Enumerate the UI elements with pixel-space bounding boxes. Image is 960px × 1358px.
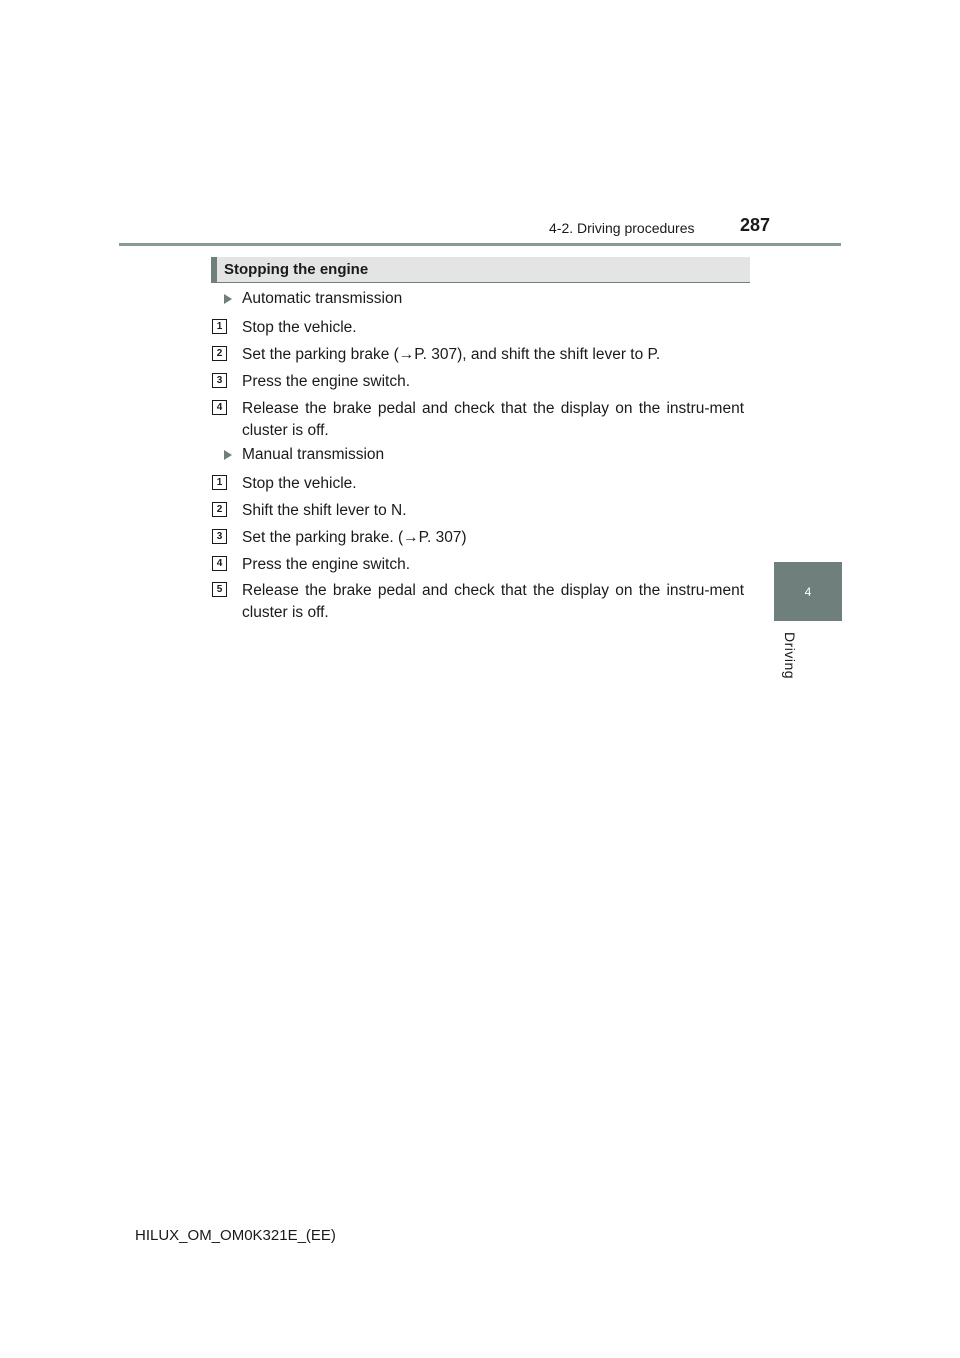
- running-header-section: 4-2. Driving procedures: [549, 220, 695, 236]
- step-text: Set the parking brake (→P. 307), and shift the shift lever to P.: [242, 346, 661, 363]
- footer-document-code: HILUX_OM_OM0K321E_(EE): [135, 1227, 336, 1244]
- manual-transmission-heading: [224, 446, 384, 464]
- step-text: Stop the vehicle.: [242, 319, 357, 336]
- triangle-bullet-icon: [224, 450, 232, 460]
- manual-heading-label: Manual transmission: [242, 446, 385, 463]
- step-text: Shift the shift lever to N.: [242, 502, 407, 519]
- chapter-label: Driving: [782, 632, 798, 680]
- chapter-number: 4: [804, 584, 812, 599]
- step-text: Release the brake pedal and check that the display on the instru-ment cluster is off.: [242, 582, 744, 621]
- section-title: Stopping the engine: [224, 261, 369, 278]
- step-number-icon: 1: [212, 475, 227, 490]
- step-number-icon: 2: [212, 346, 227, 361]
- step-text: Press the engine switch.: [242, 373, 411, 390]
- header-divider: [119, 243, 841, 246]
- step-text: Stop the vehicle.: [242, 475, 357, 492]
- triangle-bullet-icon: [224, 294, 232, 304]
- step-number-icon: 4: [212, 400, 227, 415]
- step-number-icon: 3: [212, 529, 227, 544]
- section-heading-bar: [211, 257, 217, 283]
- automatic-heading-label: Automatic transmission: [242, 290, 403, 307]
- step-number-icon: 2: [212, 502, 227, 517]
- step-number-icon: 4: [212, 556, 227, 571]
- step-number-icon: 1: [212, 319, 227, 334]
- step-text: Release the brake pedal and check that the display on the instru-ment cluster is off.: [242, 400, 744, 439]
- step-number-icon: 3: [212, 373, 227, 388]
- chapter-tab[interactable]: [774, 562, 842, 621]
- page-number: 287: [740, 215, 771, 235]
- automatic-transmission-heading: [224, 290, 402, 308]
- step-text: Set the parking brake. (→P. 307): [242, 529, 467, 546]
- step-number-icon: 5: [212, 582, 227, 597]
- section-heading: [211, 257, 750, 283]
- step-text: Press the engine switch.: [242, 556, 411, 573]
